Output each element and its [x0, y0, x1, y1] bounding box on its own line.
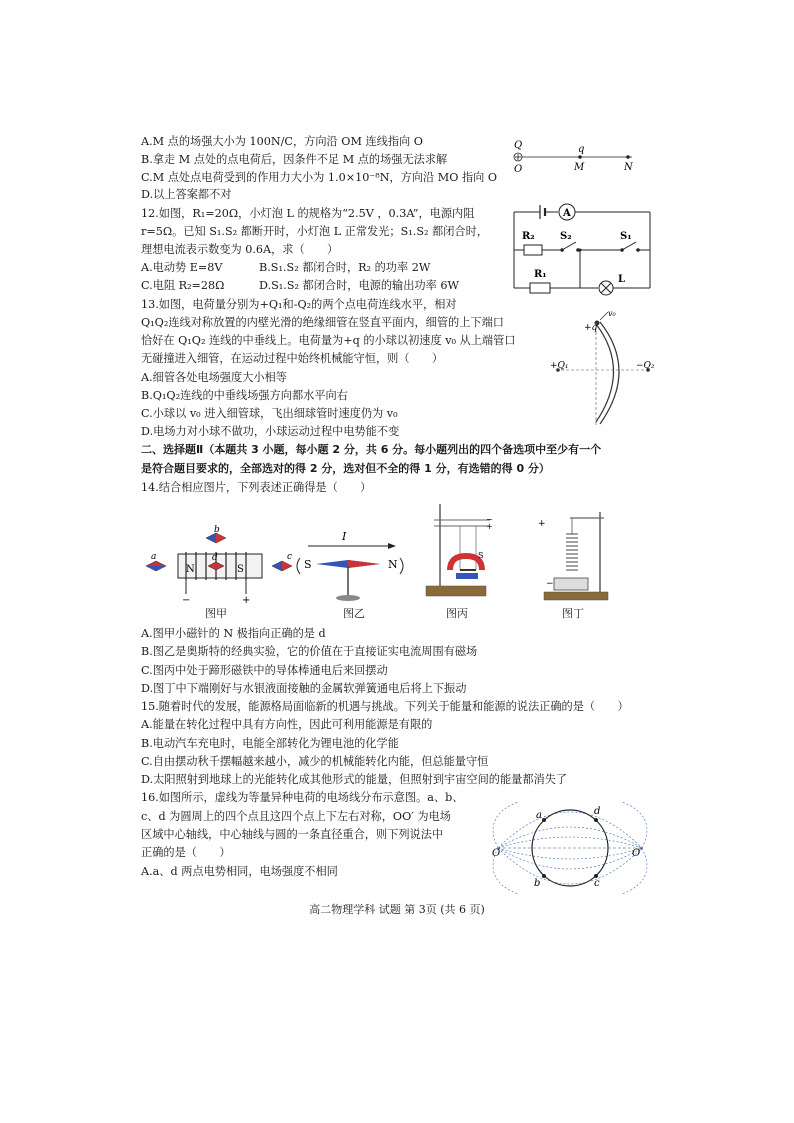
q12-option-d: D.S₁.S₂ 都闭合时，电源的输出功率 6W — [259, 279, 459, 292]
fig-jia — [142, 526, 300, 604]
bing-S: S — [478, 551, 484, 560]
q11-label-q: q — [578, 144, 585, 155]
jia-core-N: N — [186, 564, 195, 575]
q12-option-a: A.电动势 E=8V — [141, 261, 223, 274]
q16-option-a: A.a、d 两点电势相同，电场强度不相同 — [141, 865, 338, 878]
q16-label-d: d — [594, 806, 601, 817]
section2-title-line1: 二、选择题Ⅱ（本题共 3 小题，每小题 2 分，共 6 分。每小题列出的四个备选项中至少有一个 — [141, 443, 602, 456]
q16-stem-line4: 正确的是（ ） — [141, 846, 231, 859]
q15-option-a: A.能量在转化过程中具有方向性，因此可利用能源是有限的 — [141, 718, 433, 731]
q16-label-a: a — [536, 810, 542, 821]
velocity-arrow — [600, 312, 608, 320]
ding-plus: + — [538, 519, 546, 529]
q16-stem-line3: 区域中心轴线，中心轴线与圆的一条直径重合，则下列说法中 — [141, 828, 444, 841]
yi-current-label: I — [342, 530, 347, 543]
bing-base — [426, 586, 486, 596]
resistor-r1-icon — [530, 283, 550, 293]
switch-s1-icon — [622, 242, 636, 250]
lamp-label: L — [618, 274, 626, 285]
mercury-dish — [554, 578, 588, 590]
q11-option-a: A.M 点的场强大小为 100N/C，方向沿 OM 连线指向 O — [141, 135, 423, 148]
q13-option-b: B.Q₁Q₂连线的中垂线场强方向都水平向右 — [141, 389, 348, 402]
ball-charge-label: +q — [584, 323, 598, 333]
yi-S: S — [304, 558, 312, 571]
spring-icon — [566, 534, 578, 570]
jia-minus: − — [182, 595, 191, 606]
q15-option-b: B.电动汽车充电时，电能全部转化为锂电池的化学能 — [141, 737, 399, 750]
resistor-r2-icon — [524, 245, 542, 255]
ding-minus: − — [546, 579, 554, 589]
q14-option-a: A.图甲小磁针的 N 极指向正确的是 d — [141, 627, 326, 640]
q11-option-d: D.以上答案都不对 — [141, 188, 232, 201]
yi-N: N — [388, 558, 398, 571]
q14-option-d: D.图丁中下端刚好与水银液面接触的金属软弹簧通电后将上下振动 — [141, 682, 467, 695]
q12-stem-line2: r=5Ω。已知 S₁.S₂ 都断开时，小灯泡 L 正常发光；S₁.S₂ 都闭合时， — [141, 225, 488, 238]
r1-label: R₁ — [534, 269, 547, 280]
caption-bing: 图丙 — [446, 607, 468, 620]
tube-outer-wall — [600, 322, 619, 424]
q16-label-b: b — [534, 878, 541, 889]
q14-option-b: B.图乙是奥斯特的经典实验，它的价值在于直接证实电流周围有磁场 — [141, 645, 478, 658]
q13-option-d: D.电场力对小球不做功，小球运动过程中电势能不变 — [141, 425, 400, 438]
q2-label: −Q₂ — [636, 361, 655, 371]
q15-option-c: C.自由摆动秋千摆幅越来越小，减少的机械能转化内能，但总能量守恒 — [141, 755, 489, 768]
q12-circuit-figure — [510, 200, 658, 298]
caption-jia: 图甲 — [205, 607, 227, 620]
jia-label-c: c — [287, 552, 293, 562]
q15-option-d: D.太阳照射到地球上的光能转化成其他形式的能量，但照射到宇宙空间的能量都消失了 — [141, 773, 568, 786]
q11-label-O: O — [514, 164, 523, 175]
q13-stem-line4: 无碰撞进入细管，在运动过程中始终机械能守恒，则（ ） — [141, 352, 444, 365]
jia-plus: + — [242, 595, 251, 606]
s2-label: S₂ — [560, 231, 572, 242]
q16-stem-line1: 16.如图所示，虚线为等量异种电荷的电场线分布示意图。a、b、 — [141, 791, 464, 804]
r2-label: R₂ — [522, 231, 535, 242]
fig-yi — [300, 530, 410, 604]
q11-point-N — [626, 155, 630, 159]
q12-stem-line3: 理想电流表示数变为 0.6A，求（ ） — [141, 243, 339, 256]
switch-s2-icon — [562, 242, 576, 250]
bing-plus: + — [486, 522, 493, 531]
q11-label-N: N — [624, 162, 633, 173]
jia-label-d: d — [212, 553, 218, 563]
jia-label-b: b — [214, 525, 220, 535]
fig-bing — [420, 500, 500, 604]
ding-base — [544, 592, 608, 600]
caption-ding: 图丁 — [562, 607, 584, 620]
ammeter-label: A — [563, 208, 571, 219]
q12-stem-line1: 12.如图，R₁=20Ω，小灯泡 L 的规格为“2.5V ，0.3A”，电源内阻 — [141, 207, 475, 220]
q16-label-c: c — [594, 878, 600, 889]
caption-yi: 图乙 — [343, 607, 365, 620]
bing-minus: − — [486, 515, 493, 524]
q11-option-c: C.M 点处点电荷受到的作用力大小为 1.0×10⁻⁸N，方向沿 MO 指向 O — [141, 171, 498, 184]
q13-stem-line3: 恰好在 Q₁Q₂ 连线的中垂线上。电荷量为+q 的小球以初速度 v₀ 从上端管口 — [141, 334, 516, 347]
q13-stem-line1: 13.如图，电荷量分别为+Q₁和-Q₂的两个点电荷连线水平，相对 — [141, 298, 457, 311]
fig-ding — [534, 506, 614, 604]
velocity-label: v₀ — [608, 309, 616, 318]
jia-label-a: a — [151, 552, 157, 562]
section2-title-line2: 是符合题目要求的，全部选对的得 2 分，选对但不全的得 1 分，有选错的得 0 分） — [141, 462, 550, 475]
q13-stem-line2: Q₁Q₂连线对称放置的内壁光滑的绝缘细管在竖直平面内，细管的上下端口 — [141, 316, 504, 329]
q14-stem: 14.结合相应图片，下列表述正确得是（ ） — [141, 481, 372, 494]
q15-stem: 15.随着时代的发展，能源格局面临新的机遇与挑战。下列关于能量和能源的说法正确的是（ ） — [141, 700, 629, 713]
q16-stem-line2: c、d 为圆周上的四个点且这四个点上下左右对称，OO′ 为电场 — [141, 810, 451, 823]
q11-point-M — [578, 155, 582, 159]
q13-option-c: C.小球以 v₀ 进入细管球，飞出细球管时速度仍为 v₀ — [141, 407, 398, 420]
jia-core-S: S — [237, 564, 244, 575]
q11-label-M: M — [574, 162, 585, 173]
q1-label: +Q₁ — [550, 361, 569, 371]
q16-label-O: O — [492, 848, 501, 859]
q13-option-a: A.细管各处电场强度大小相等 — [141, 371, 287, 384]
q16-field-figure — [490, 796, 650, 890]
q11-option-b: B.拿走 M 点处的点电荷后，因条件不足 M 点的场强无法求解 — [141, 153, 448, 166]
q13-tube-figure — [548, 308, 658, 434]
q14-option-c: C.图丙中处于蹄形磁铁中的导体棒通电后来回摆动 — [141, 664, 388, 677]
q12-option-b: B.S₁.S₂ 都闭合时，R₂ 的功率 2W — [259, 261, 431, 274]
q16-label-O-prime: O′ — [632, 848, 643, 859]
q11-figure — [510, 138, 650, 176]
s1-label: S₁ — [620, 231, 632, 242]
page-footer: 高二物理学科 试题 第 3页 (共 6 页) — [309, 903, 485, 916]
q12-option-c: C.电阻 R₂=28Ω — [141, 279, 225, 292]
q11-label-Q: Q — [514, 140, 523, 151]
